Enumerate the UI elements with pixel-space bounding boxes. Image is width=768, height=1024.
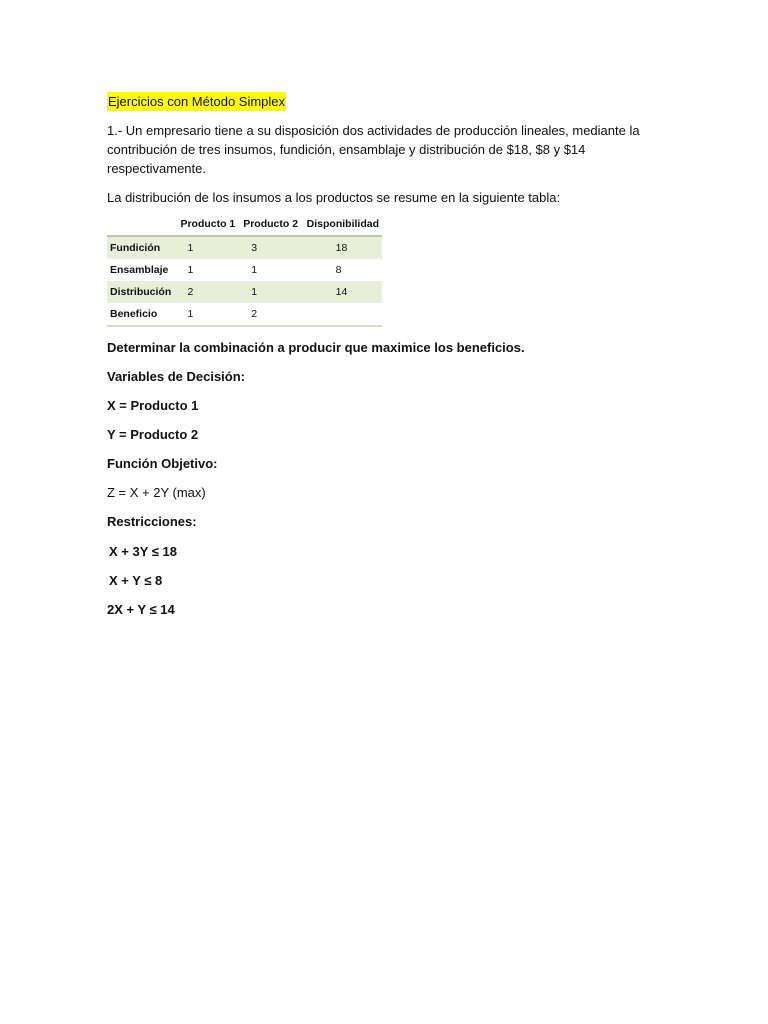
cell-disponibilidad: 18: [304, 236, 382, 259]
cell-producto-1: 2: [177, 281, 240, 303]
cell-producto-2: 2: [251, 308, 258, 320]
table-header-row: [107, 213, 382, 236]
variable-x: X = Producto 1: [107, 398, 199, 413]
document-title: Ejercicios con Método Simplex: [108, 94, 286, 109]
restriction-3: 2X + Y ≤ 14: [107, 602, 175, 617]
row-label: Beneficio: [110, 308, 158, 320]
restriction-1: X + 3Y ≤ 18: [109, 544, 177, 559]
table-row: [107, 303, 382, 326]
cell-producto-2: 3: [240, 236, 303, 259]
table-header-corner: [107, 213, 177, 236]
table-header-producto-1: Producto 1: [177, 213, 240, 236]
cell-producto-1: 1: [177, 236, 240, 259]
objective-heading: Función Objetivo:: [107, 456, 218, 471]
row-label: Fundición: [107, 236, 177, 259]
task-statement: Determinar la combinación a producir que maximice los beneficios.: [107, 340, 525, 355]
variable-y: Y = Producto 2: [107, 427, 199, 442]
table-row: [107, 236, 382, 259]
cell-producto-2: 1: [251, 264, 258, 276]
objective-function: Z = X + 2Y (max): [107, 485, 206, 500]
resource-table: [107, 213, 382, 327]
row-label: Ensamblaje: [110, 264, 169, 276]
cell-producto-1: 1: [187, 264, 194, 276]
table-header-disponibilidad: Disponibilidad: [304, 213, 382, 236]
cell-disponibilidad: 8: [335, 264, 342, 276]
row-label: Distribución: [107, 281, 177, 303]
cell-disponibilidad: 14: [304, 281, 382, 303]
variables-heading: Variables de Decisión:: [107, 369, 246, 384]
restrictions-heading: Restricciones:: [107, 514, 197, 529]
cell-producto-1: 1: [187, 308, 194, 320]
table-header-producto-2: Producto 2: [240, 213, 303, 236]
table-row: [107, 281, 382, 303]
restriction-2: X + Y ≤ 8: [109, 573, 163, 588]
table-caption: La distribución de los insumos a los productos se resume en la siguiente tabla:: [107, 190, 561, 205]
table-row: [107, 259, 382, 281]
exercise-statement: 1.- Un empresario tiene a su disposición dos actividades de producción lineales, mediante la contribución de tres insumos, fundición, ensamblaje y distribución de $18, $8 y $14 respectivamente.: [107, 123, 640, 176]
cell-disponibilidad: [304, 303, 382, 326]
cell-producto-2: 1: [240, 281, 303, 303]
